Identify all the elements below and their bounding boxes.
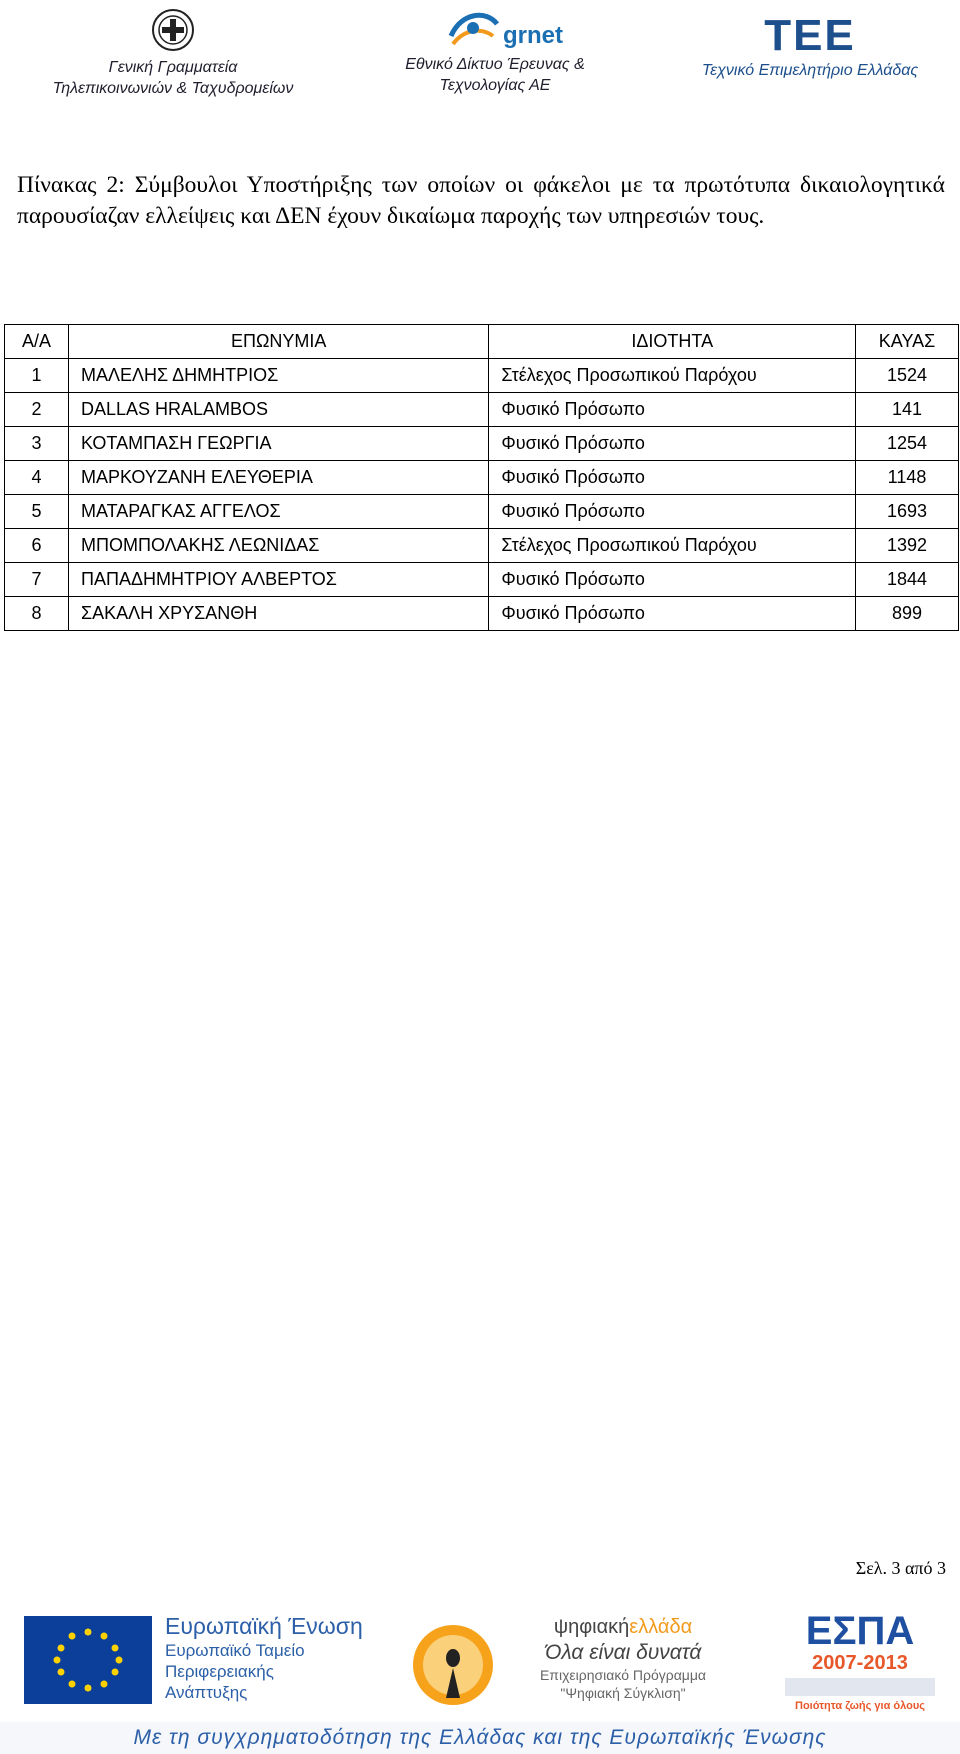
cell-role: Φυσικό Πρόσωπο [489, 597, 856, 631]
table-caption: Πίνακας 2: Σύμβουλοι Υποστήριξης των οποίων οι φάκελοι με τα πρωτότυπα δικαιολογητικά παρουσίαζαν ελλείψεις και ΔΕΝ έχουν δικαίωμα παροχής των υπηρεσιών τους. [17, 172, 945, 229]
espa-flags-icon [785, 1678, 935, 1696]
espa-years: 2007-2013 [812, 1652, 908, 1674]
espa-wordmark: ΕΣΠΑ [805, 1609, 915, 1653]
digital-greece-logo-icon [408, 1620, 498, 1710]
eu-line-1: Ευρωπαϊκό Ταμείο [165, 1641, 305, 1660]
digital-slogan: Όλα είναι δυνατά [544, 1641, 702, 1664]
digital-programme-2: "Ψηφιακή Σύγκλιση" [560, 1685, 686, 1701]
cell-aa: 8 [5, 597, 69, 631]
gsit-line-2: Τηλεπικοινωνιών & Ταχυδρομείων [52, 80, 294, 97]
eu-flag-icon [24, 1616, 152, 1704]
cell-name: DALLAS HRALAMBOS [68, 393, 488, 427]
cell-role: Φυσικό Πρόσωπο [489, 495, 856, 529]
cell-role: Φυσικό Πρόσωπο [489, 563, 856, 597]
grnet-line-2: Τεχνολογίας ΑΕ [439, 77, 551, 94]
eu-fund-text [165, 1612, 363, 1703]
eu-line-2: Περιφερειακής [165, 1662, 274, 1681]
table-row [5, 427, 959, 461]
tee-wordmark: ΤΕΕ [764, 11, 856, 60]
cell-name: ΣΑΚΑΛΗ ΧΡΥΣΑΝΘΗ [68, 597, 488, 631]
cell-name: ΚΟΤΑΜΠΑΣΗ ΓΕΩΡΓΙΑ [68, 427, 488, 461]
eu-line-3: Ανάπτυξης [165, 1683, 248, 1702]
cell-kaf: 1693 [856, 495, 959, 529]
page-footer [0, 1600, 960, 1754]
cell-name: ΜΑΡΚΟΥΖΑΝΗ ΕΛΕΥΘΕΡΙΑ [68, 461, 488, 495]
table-row [5, 563, 959, 597]
cell-role: Φυσικό Πρόσωπο [489, 427, 856, 461]
cell-aa: 6 [5, 529, 69, 563]
table-header-row [5, 325, 959, 359]
digital-suffix: ελλάδα [629, 1616, 693, 1638]
espa-quality: Ποιότητα ζωής για όλους [795, 1700, 925, 1712]
cell-kaf: 899 [856, 597, 959, 631]
cell-aa: 2 [5, 393, 69, 427]
gsit-logo [28, 8, 318, 99]
tee-line: Τεχνικό Επιμελητήριο Ελλάδας [701, 62, 919, 79]
cell-name: ΜΑΛΕΛΗΣ ΔΗΜΗΤΡΙΟΣ [68, 359, 488, 393]
page-header [0, 0, 960, 110]
consultants-table [4, 324, 959, 631]
cell-name: ΠΑΠΑΔΗΜΗΤΡΙΟΥ ΑΛΒΕΡΤΟΣ [68, 563, 488, 597]
digital-programme-1: Επιχειρησιακό Πρόγραμμα [539, 1667, 707, 1683]
cell-role: Φυσικό Πρόσωπο [489, 393, 856, 427]
cell-kaf: 1844 [856, 563, 959, 597]
cell-kaf: 1254 [856, 427, 959, 461]
digital-prefix: ψηφιακή [553, 1616, 630, 1638]
digital-greece-title [508, 1614, 738, 1640]
cell-aa: 3 [5, 427, 69, 461]
espa-logo [785, 1610, 935, 1712]
table-row [5, 529, 959, 563]
tee-logo [680, 12, 940, 81]
cell-kaf: 141 [856, 393, 959, 427]
cell-role: Στέλεχος Προσωπικού Παρόχου [489, 359, 856, 393]
cell-kaf: 1392 [856, 529, 959, 563]
column-header-name: ΕΠΩΝΥΜΙΑ [68, 325, 488, 359]
cell-name: ΜΑΤΑΡΑΓΚΑΣ ΑΓΓΕΛΟΣ [68, 495, 488, 529]
column-header-role: ΙΔΙΟΤΗΤΑ [489, 325, 856, 359]
eu-title: Ευρωπαϊκή Ένωση [165, 1613, 363, 1639]
cell-name: ΜΠΟΜΠΟΛΑΚΗΣ ΛΕΩΝΙΔΑΣ [68, 529, 488, 563]
grnet-swirl-icon [443, 6, 503, 52]
cell-aa: 4 [5, 461, 69, 495]
grnet-line-1: Εθνικό Δίκτυο Έρευνας & [405, 56, 585, 73]
cell-role: Στέλεχος Προσωπικού Παρόχου [489, 529, 856, 563]
table-row [5, 461, 959, 495]
cell-kaf: 1148 [856, 461, 959, 495]
table-row [5, 393, 959, 427]
page-number: Σελ. 3 από 3 [855, 1558, 946, 1578]
cell-aa: 1 [5, 359, 69, 393]
cell-role: Φυσικό Πρόσωπο [489, 461, 856, 495]
column-header-aa: Α/Α [5, 325, 69, 359]
table-row [5, 597, 959, 631]
cell-kaf: 1524 [856, 359, 959, 393]
cell-aa: 5 [5, 495, 69, 529]
grnet-wordmark: grnet [503, 22, 563, 49]
table-row [5, 359, 959, 393]
greek-emblem-icon [151, 8, 195, 52]
table-row [5, 495, 959, 529]
gsit-line-1: Γενική Γραμματεία [108, 59, 238, 76]
column-header-kaf: ΚΑΥΑΣ [856, 325, 959, 359]
digital-greece-text [508, 1614, 738, 1702]
funding-statement: Με τη συγχρηματοδότηση της Ελλάδας και της Ευρωπαϊκής Ένωσης [0, 1722, 960, 1754]
cell-aa: 7 [5, 563, 69, 597]
grnet-logo [385, 4, 605, 96]
